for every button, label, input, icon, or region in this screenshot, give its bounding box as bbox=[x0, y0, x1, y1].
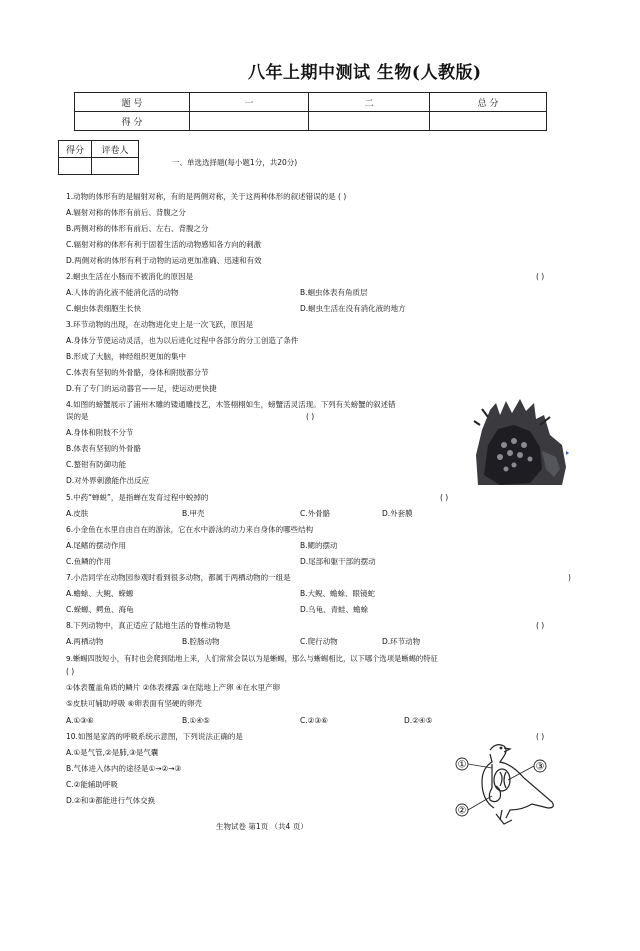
q9-option-b: B.①④⑤ bbox=[182, 716, 210, 725]
q9-option-d: D.②④⑤ bbox=[404, 716, 433, 725]
q2-option-d: D.蛔虫生活在没有消化液的地方 bbox=[300, 304, 406, 313]
q5-option-d: D.外套膜 bbox=[382, 509, 413, 518]
q10-option-b: B.气体进入体内的途径是①→②→③ bbox=[66, 764, 182, 773]
q1-option-d: D.两侧对称的体形有利于动物的运动更加准确、迅速和有效 bbox=[66, 256, 262, 265]
q6-option-c: C.鱼鳞的作用 bbox=[66, 557, 112, 566]
score-cell-2 bbox=[309, 112, 430, 131]
q5-option-b: B.甲壳 bbox=[182, 509, 205, 518]
score-cell-1 bbox=[190, 112, 309, 131]
q3-option-a: A.身体分节使运动灵活，也为以后进化过程中各部分的分工创造了条件 bbox=[66, 336, 299, 345]
q7-option-c: C.蝾螈、鳄鱼、海龟 bbox=[66, 605, 134, 614]
question-6-stem: 6.小金鱼在水里自由自在的游泳，它在水中游泳的动力来自身体的哪些结构 bbox=[66, 525, 314, 534]
q7-option-a: A.蟾蜍、大鲵、蝾螈 bbox=[66, 589, 134, 598]
question-3-stem: 3.环节动物的出现，在动物进化史上是一次飞跃，原因是 bbox=[66, 320, 254, 329]
q10-option-d: D.②和③都能进行气体交换 bbox=[66, 796, 156, 805]
section-heading: 一、单选选择题(每小题1分，共20分) bbox=[172, 158, 298, 167]
q9-statements-1: ①体表覆盖角质的鳞片 ②体表裸露 ③在陆地上产卵 ④在水里产卵 bbox=[66, 683, 281, 692]
score-cell-total bbox=[430, 112, 547, 131]
question-4-stem: 4.如图的螃蟹展示了浦州木雕的镂通雕技艺，木签栩栩如生，螃蟹活灵活现。下列有关螃蟹的叙述错 bbox=[66, 400, 396, 409]
score-header-col1: 一 bbox=[190, 93, 309, 112]
exam-title: 八年上期中测试 生物(人教版) bbox=[248, 63, 482, 83]
q4-answer-paren: ( ) bbox=[306, 412, 315, 421]
diagram-label-3: ③ bbox=[535, 761, 545, 773]
q4-option-d: D.对外界刺激能作出反应 bbox=[66, 476, 150, 485]
q10-option-a: A.①是气管,②是肺,③是气囊 bbox=[66, 748, 159, 757]
crab-woodcarving-image bbox=[470, 395, 570, 491]
q4-option-b: B.体表有坚韧的外骨骼 bbox=[66, 444, 142, 453]
score-header-label: 题 号 bbox=[75, 93, 190, 112]
question-9-paren: ( ) bbox=[66, 667, 75, 676]
q3-option-c: C.体表有坚韧的外骨骼，身体和附肢都分节 bbox=[66, 368, 209, 377]
grader-table bbox=[58, 140, 139, 175]
score-row-label: 得 分 bbox=[75, 112, 190, 131]
q4-option-a: A.身体和附肢不分节 bbox=[66, 428, 134, 437]
question-2-stem: 2.蛔虫生活在小肠而不被消化的原因是 bbox=[66, 272, 194, 281]
question-5-stem: 5.中药“蝉蜕”，是指蝉在发育过程中蜕掉的 bbox=[66, 493, 209, 502]
q2-answer-paren: ( ) bbox=[536, 272, 545, 281]
diagram-label-2: ② bbox=[457, 805, 467, 817]
question-1-stem: 1.动物的体形有的是辐射对称，有的是两侧对称，关于这两种体形的叙述错误的是 ( ) bbox=[66, 192, 347, 201]
question-9-stem: 9.蜥蜴四肢短小，有时也会爬到陆地上来，人们常常会误以为是蜥蜴，那么与蜥蜴相比，以下哪个选项是蜥蜴的特征 bbox=[66, 654, 438, 663]
q7-answer-paren: ) bbox=[568, 573, 571, 582]
q5-answer-paren: ( ) bbox=[440, 493, 449, 502]
score-header-total: 总 分 bbox=[430, 93, 547, 112]
question-7-stem: 7.小浩同学在动物园参观时看到很多动物，都属于两栖动物的一组是 bbox=[66, 573, 291, 582]
q2-option-c: C.蛔虫体表细胞生长快 bbox=[66, 304, 142, 313]
q8-option-d: D.环节动物 bbox=[382, 637, 421, 646]
q4-option-c: C.螯钳有防御功能 bbox=[66, 460, 127, 469]
q2-option-b: B.蛔虫体表有角质层 bbox=[300, 288, 368, 297]
score-table bbox=[74, 92, 547, 131]
score-header-col2: 二 bbox=[309, 93, 430, 112]
q3-option-b: B.形成了大脑，神经组织更加的集中 bbox=[66, 352, 187, 361]
q3-option-d: D.有了专门的运动器官——足，使运动更快捷 bbox=[66, 384, 217, 393]
grader-person-label: 评卷人 bbox=[92, 141, 139, 158]
q5-option-a: A.皮肤 bbox=[66, 509, 89, 518]
q9-option-c: C.②③⑥ bbox=[300, 716, 328, 725]
q1-option-b: B.两侧对称的体形有前后、左右、背腹之分 bbox=[66, 224, 209, 233]
q1-option-a: A.辐射对称的体形有前后、背腹之分 bbox=[66, 208, 186, 217]
diagram-label-1: ① bbox=[457, 759, 467, 771]
q8-option-c: C.爬行动物 bbox=[300, 637, 338, 646]
grader-score-cell bbox=[59, 158, 92, 175]
q1-option-c: C.辐射对称的体形有利于固着生活的动物感知各方向的刺激 bbox=[66, 240, 262, 249]
grader-score-label: 得分 bbox=[59, 141, 92, 158]
q7-option-d: D.乌龟、青蛙、蟾蜍 bbox=[300, 605, 369, 614]
q6-option-b: B.鳃的摆动 bbox=[300, 541, 338, 550]
q5-option-c: C.外骨骼 bbox=[300, 509, 331, 518]
grader-person-cell bbox=[92, 158, 139, 175]
q6-option-a: A.尾鳍的摆动作用 bbox=[66, 541, 126, 550]
page-footer: 生物试卷 第1页 （共4 页） bbox=[216, 822, 308, 831]
q6-option-d: D.尾部和躯干部的摆动 bbox=[300, 557, 376, 566]
q7-option-b: B.大鲵、蟾蜍、眼镜蛇 bbox=[300, 589, 376, 598]
question-4-stem-cont: 误的是 bbox=[66, 412, 89, 421]
q8-option-b: B.腔肠动物 bbox=[182, 637, 220, 646]
q8-answer-paren: ( ) bbox=[536, 621, 545, 630]
q10-option-c: C.②能辅助呼吸 bbox=[66, 780, 118, 789]
q9-option-a: A.①③⑥ bbox=[66, 716, 94, 725]
q10-answer-paren: ( ) bbox=[536, 732, 545, 741]
q2-option-a: A.人体的消化液不能消化活的动物 bbox=[66, 288, 179, 297]
q8-option-a: A.两栖动物 bbox=[66, 637, 104, 646]
q9-statements-2: ⑤皮肤可辅助呼吸 ⑥卵表面有坚硬的卵壳 bbox=[66, 699, 202, 708]
question-10-stem: 10.如图是家鸽的呼吸系统示意图，下列说法正确的是 bbox=[66, 732, 243, 741]
pigeon-respiratory-diagram bbox=[452, 738, 564, 828]
question-8-stem: 8.下列动物中，真正适应了陆地生活的脊椎动物是 bbox=[66, 621, 231, 630]
